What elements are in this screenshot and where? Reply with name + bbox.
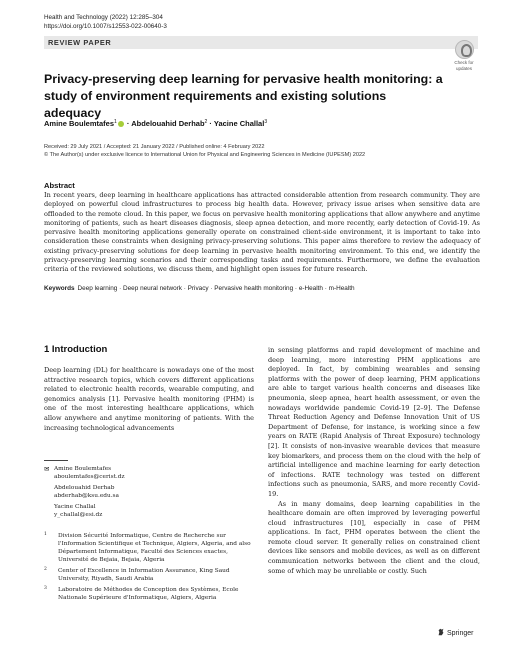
author-name[interactable]: Amine Boulemtafes <box>44 119 115 128</box>
abstract-heading: Abstract <box>44 181 75 190</box>
affiliation-entry <box>44 586 256 602</box>
article-type-band <box>44 36 478 49</box>
affiliation-text: Center of Excellence in Information Assurance, King Saud University, Riyadh, Saudi Arabia <box>58 568 230 582</box>
author-affiliation-marker: 1 <box>114 119 117 125</box>
publisher-name: Springer <box>447 630 474 637</box>
affiliation-number: 3 <box>44 586 47 591</box>
check-for-updates-icon <box>455 40 474 59</box>
contact-entry <box>54 484 254 500</box>
contact-email[interactable]: aboulemtafes@cerist.dz <box>54 474 125 480</box>
author-affiliation-marker: 2 <box>204 119 208 125</box>
affiliation-entry <box>44 567 256 583</box>
corresponding-contacts <box>44 465 254 522</box>
contact-email[interactable]: y_challal@esi.dz <box>54 512 103 518</box>
affiliation-text: Division Sécurité Informatique, Centre de Recherche sur l'Information Scientifique et Technique, Algiers, Algeria, and also Département Informatique, Faculté des Sciences exactes, Université de Bejaia, Bejaia, Algeria <box>58 533 251 563</box>
affiliation-number: 2 <box>44 567 47 572</box>
orcid-icon[interactable] <box>118 121 124 127</box>
springer-horse-icon <box>437 628 445 636</box>
copyright-notice: © The Author(s) under exclusive licence to International Union for Physical and Engineering Sciences in Medicine (IUPESM) 2022 <box>44 152 366 158</box>
check-for-updates-line2: updates <box>455 66 472 71</box>
author-list: Amine Boulemtafes$^1$ · Abdelouahid Derhab$^2$ · Yacine Challal$^3$ <box>44 119 268 128</box>
body-paragraph: As in many domains, deep learning capabilities in the healthcare domain are often improved by leveraging powerful cloud infrastructures [10], especially in case of PHM applications. In fact, PHM operates between the client the remote cloud server. It generally relies on constrained client devices like sensors and mobile devices, as well as on different communication networks between the client and the cloud, some of which may be unreliable or costly. Such <box>268 499 480 575</box>
affiliation-text: Laboratoire de Méthodes de Conception des Systèmes, Ecole Nationale Supérieure d'Informatique, Algiers, Algeria <box>58 587 239 601</box>
paper-title: Privacy-preserving deep learning for pervasive health monitoring: a study of environment requirements and existing solutions adequacy <box>44 72 443 120</box>
contact-name: Abdelouahid Derhab <box>54 485 115 491</box>
contact-name: Yacine Challal <box>54 504 96 510</box>
left-column-text <box>44 366 254 433</box>
doi-link[interactable]: https://doi.org/10.1007/s12553-022-00640-3 <box>44 23 167 30</box>
keywords-label: Keywords <box>44 285 75 292</box>
contact-entry <box>54 465 254 481</box>
check-for-updates-badge[interactable] <box>449 40 479 71</box>
contact-email[interactable]: abderhab@ksu.edu.sa <box>54 493 119 499</box>
affiliation-entry <box>44 532 256 564</box>
author-name[interactable]: Yacine Challal <box>213 119 265 128</box>
publisher-logo <box>437 628 473 637</box>
footnote-rule <box>44 460 68 461</box>
right-column-text <box>268 346 480 576</box>
author-name[interactable]: Abdelouahid Derhab <box>131 119 205 128</box>
envelope-icon: ✉ <box>44 465 50 473</box>
body-paragraph: Deep learning (DL) for healthcare is nowadays one of the most attractive research topics, which covers different applications related to electronic health records, wearable computing, and genomics analysis [1]. Pervasive health monitoring (PHM) is one of the most interesting healthcare applications, which allow anywhere and anytime monitoring of patients. With the increasing technological advancements <box>44 366 254 432</box>
publication-dates <box>44 143 365 159</box>
keywords-list: Deep learning · Deep neural network · Privacy · Pervasive health monitoring · e-Health · m-Health <box>77 285 355 292</box>
body-paragraph: in sensing platforms and rapid development of machine and deep learning, more interesting PHM applications are deployed. In fact, by combining wearables and sensing platforms with the power of deep learning, PHM applications are able to target various health concerns and diseases like pneumonia, sleep apnea, heart health assessment, or even the nowadays worldwide pandemic Covid-19 [2–9]. The Defense Threat Reduction Agency and Defense Innovation Unit of US Department of Defense, for instance, is working since a few years on RATE (Rapid Analysis of Threat Exposure) technology [2]. It consists of non-invasive wearable devices that measure key biomarkers, and process them on the cloud with the help of artificial intelligence and machine learning for early detection of infections. RATE technology was tested on different infections such as pneumonia, SARS, and more recently Covid-19. <box>268 346 480 498</box>
article-history: Received: 29 July 2021 / Accepted: 21 January 2022 / Published online: 4 February 2022 <box>44 144 265 150</box>
journal-citation: Health and Technology (2022) 12:285–304 <box>44 14 163 21</box>
journal-header <box>44 13 167 31</box>
section-heading-introduction: 1 Introduction <box>44 344 108 355</box>
contact-name: Amine Boulemtafes <box>54 466 112 472</box>
abstract-text: In recent years, deep learning in healthcare applications has attracted considerable attention from research community. They are deployed on powerful cloud infrastructures to process big health data. However, privacy issue arises when sensitive data are offloaded to the remote cloud. In this paper, we focus on pervasive health monitoring applications that allow anywhere and anytime monitoring of patients, such as heart diseases diagnosis, sleep apnea detection, and more recently, early detection of Covid-19. As pervasive health monitoring applications generally operate on constrained client-side environment, it is important to take into consideration these constraints when designing privacy-preserving solutions. This paper aims therefore to review the adequacy of existing privacy-preserving solutions for deep learning in pervasive health monitoring environment. To this end, we identify the privacy-preserving learning scenarios and their corresponding tasks and requirements. Furthermore, we define the evaluation criteria of the reviewed solutions, we discuss them, and highlight open issues for future research. <box>44 191 480 274</box>
affiliation-number: 1 <box>44 532 47 537</box>
check-for-updates-line1: Check for <box>454 60 474 65</box>
keywords <box>44 285 355 292</box>
article-type-label: REVIEW PAPER <box>48 38 112 47</box>
contact-entry <box>54 503 254 519</box>
author-affiliation-marker: 3 <box>264 119 268 125</box>
affiliations <box>44 532 256 605</box>
